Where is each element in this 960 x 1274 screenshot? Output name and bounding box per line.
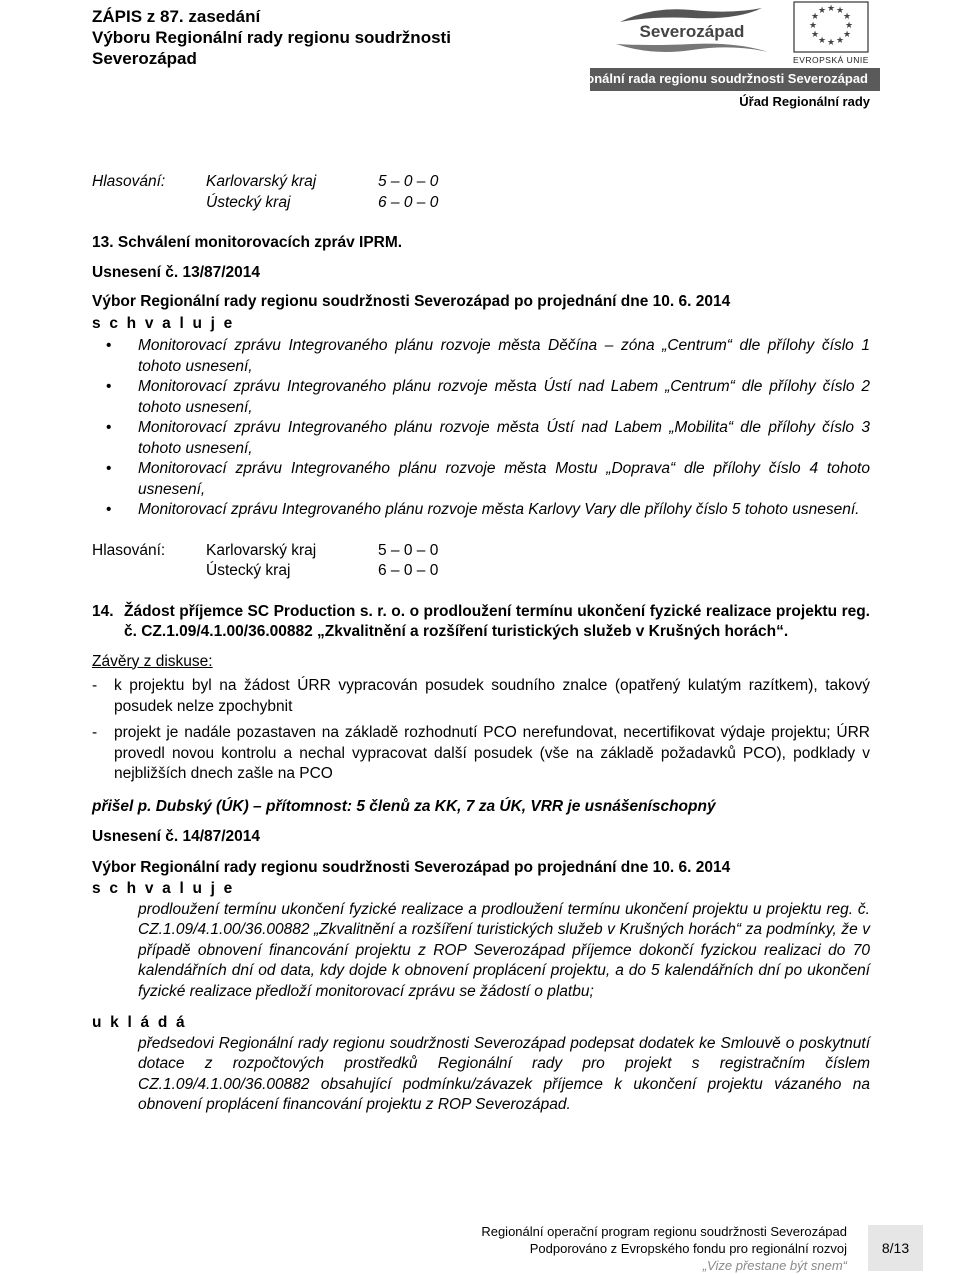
page-header <box>0 0 960 115</box>
item-13-intro: Výbor Regionální rady regionu soudržnosti Severozápad po projednání dne 10. 6. 2014 <box>92 293 731 310</box>
severozapad-logo-text: Severozápad <box>639 22 745 41</box>
vote-label: Hlasování: <box>92 173 166 190</box>
header-band <box>558 68 880 91</box>
vote-region: Karlovarský kraj <box>206 173 317 190</box>
office-name: Úřad Regionální rady <box>739 94 870 109</box>
svg-text:★: ★ <box>826 4 836 14</box>
vote-region: Ústecký kraj <box>206 562 291 579</box>
list-item: • Monitorovací zprávu Integrovaného plánu rozvoje města Karlovy Vary dle přílohy číslo 5 tohoto usnesení. <box>92 500 870 521</box>
severozapad-logo <box>612 4 772 60</box>
item-14-verb-assign: u k l á d á <box>92 1014 187 1031</box>
item-13-heading: 13. Schválení monitorovacích zpráv IPRM. <box>92 234 403 251</box>
item-14-heading <box>92 602 870 643</box>
item-14-assign-text: předsedovi Regionální rady regionu soudržnosti Severozápad podepsat dodatek ke Smlouvě o poskytnutí dotace z rozpočtových prostředků Regionální rady pro projekt s registračním číslem CZ.1.09/4.1.00/36.00882 obsahující podmínku/závazek příjemce k ukončení projektu vázaného na obnovení proplácení financování projektu z ROP Severozápad. <box>138 1034 870 1113</box>
eu-label: EVROPSKÁ UNIE <box>793 55 869 65</box>
svg-text:★: ★ <box>810 12 820 22</box>
list-item: • Monitorovací zprávu Integrovaného plánu rozvoje města Děčína – zóna „Centrum“ dle přílohy číslo 1 tohoto usnesení, <box>92 336 870 377</box>
title-line-2: Výboru Regionální rady regionu soudržnosti <box>92 28 451 47</box>
vote-region: Ústecký kraj <box>206 193 291 211</box>
title-line-3: Severozápad <box>92 49 197 68</box>
vote-result: 5 – 0 – 0 <box>378 173 439 190</box>
item-14-number: 14. <box>92 602 114 620</box>
eu-flag-logo <box>790 0 872 66</box>
item-13-verb: s c h v a l u j e <box>92 314 235 332</box>
svg-text:★: ★ <box>826 38 836 48</box>
conclusions-label: Závěry z diskuse: <box>92 652 213 670</box>
vote-block-1 <box>92 172 870 213</box>
list-item: - k projektu byl na žádost ÚRR vypracován posudek soudního znalce (opatřený kulatým razítkem), takový posudek nelze zpochybnit <box>92 676 870 717</box>
header-band-text: Regionální rada regionu soudržnosti Severozápad <box>558 71 868 86</box>
svg-text:★: ★ <box>842 30 852 40</box>
page-footer <box>0 1218 960 1273</box>
list-item: • Monitorovací zprávu Integrovaného plánu rozvoje města Mostu „Doprava“ dle přílohy číslo 4 tohoto usnesení, <box>92 459 870 500</box>
item-13-resolution: Usnesení č. 13/87/2014 <box>92 263 261 281</box>
page-number: 8/13 <box>868 1225 923 1271</box>
footer-line-2: Podporováno z Evropského fondu pro regionální rozvoj <box>529 1241 847 1256</box>
item-14-title: Žádost příjemce SC Production s. r. o. o prodloužení termínu ukončení fyzické realizace projektu reg. č. CZ.1.09/4.1.00/36.00882 „Zkvalitnění a rozšíření turistických služeb v Krušných horách“. <box>124 602 870 640</box>
title-line-1: ZÁPIS z 87. zasedání <box>92 7 261 26</box>
svg-text:★: ★ <box>835 36 845 46</box>
vote-label: Hlasování: <box>92 541 166 559</box>
conclusions-list <box>92 676 870 785</box>
item-14-resolution: Usnesení č. 14/87/2014 <box>92 828 261 845</box>
svg-text:★: ★ <box>817 36 827 46</box>
footer-slogan: „Vize přestane být snem“ <box>702 1258 847 1273</box>
footer-text <box>481 1223 847 1274</box>
list-item: • Monitorovací zprávu Integrovaného plánu rozvoje města Ústí nad Labem „Centrum“ dle přílohy číslo 2 tohoto usnesení, <box>92 377 870 418</box>
attendance-note: přišel p. Dubský (ÚK) – přítomnost: 5 členů za KK, 7 za ÚK, VRR je usnášeníschopný <box>92 797 716 815</box>
item-14-verb-approve: s c h v a l u j e <box>92 880 235 897</box>
item-14-approve-text: prodloužení termínu ukončení fyzické realizace a prodloužení termínu ukončení projektu u projektu reg. č. CZ.1.09/4.1.00/36.00882 „Zkvalitnění a rozšíření turistických služeb v Krušných horách“ za podmínky, že v případě obnovení financování projektu z ROP Severozápad příjemce dokončí fyzickou realizaci do 70 kalendářních dní od data, kdy dojde k obnovení proplácení projektu, a do 5 kalendářních dní po ukončení fyzické realizace předloží monitorovací zprávu se žádostí o platbu; <box>138 900 870 1000</box>
item-14-intro: Výbor Regionální rady regionu soudržnosti Severozápad po projednání dne 10. 6. 2014 <box>92 858 731 876</box>
svg-text:★: ★ <box>808 21 818 31</box>
list-item: • Monitorovací zprávu Integrovaného plánu rozvoje města Ústí nad Labem „Mobilita“ dle přílohy číslo 3 tohoto usnesení, <box>92 418 870 459</box>
vote-block-2 <box>92 541 870 582</box>
vote-result: 5 – 0 – 0 <box>378 541 439 559</box>
vote-result: 6 – 0 – 0 <box>378 193 439 211</box>
vote-result: 6 – 0 – 0 <box>378 562 439 579</box>
list-item: - projekt je nadále pozastaven na základě rozhodnutí PCO nerefundovat, necertifikovat výdaje projektu; ÚRR provedl novou kontrolu a nechal vypracovat další posudek (vše na základě požadavků PCO), podklady v nejbližších dnech zašle na PCO <box>92 723 870 785</box>
item-13-list <box>92 336 870 521</box>
footer-line-1: Regionální operační program regionu soudržnosti Severozápad <box>481 1224 847 1239</box>
svg-text:★: ★ <box>844 21 854 31</box>
svg-text:★: ★ <box>842 12 852 22</box>
vote-region: Karlovarský kraj <box>206 541 317 559</box>
document-title <box>92 6 451 69</box>
svg-text:★: ★ <box>810 30 820 40</box>
svg-text:★: ★ <box>817 6 827 16</box>
document-body <box>92 172 870 1116</box>
svg-text:★: ★ <box>835 6 845 16</box>
